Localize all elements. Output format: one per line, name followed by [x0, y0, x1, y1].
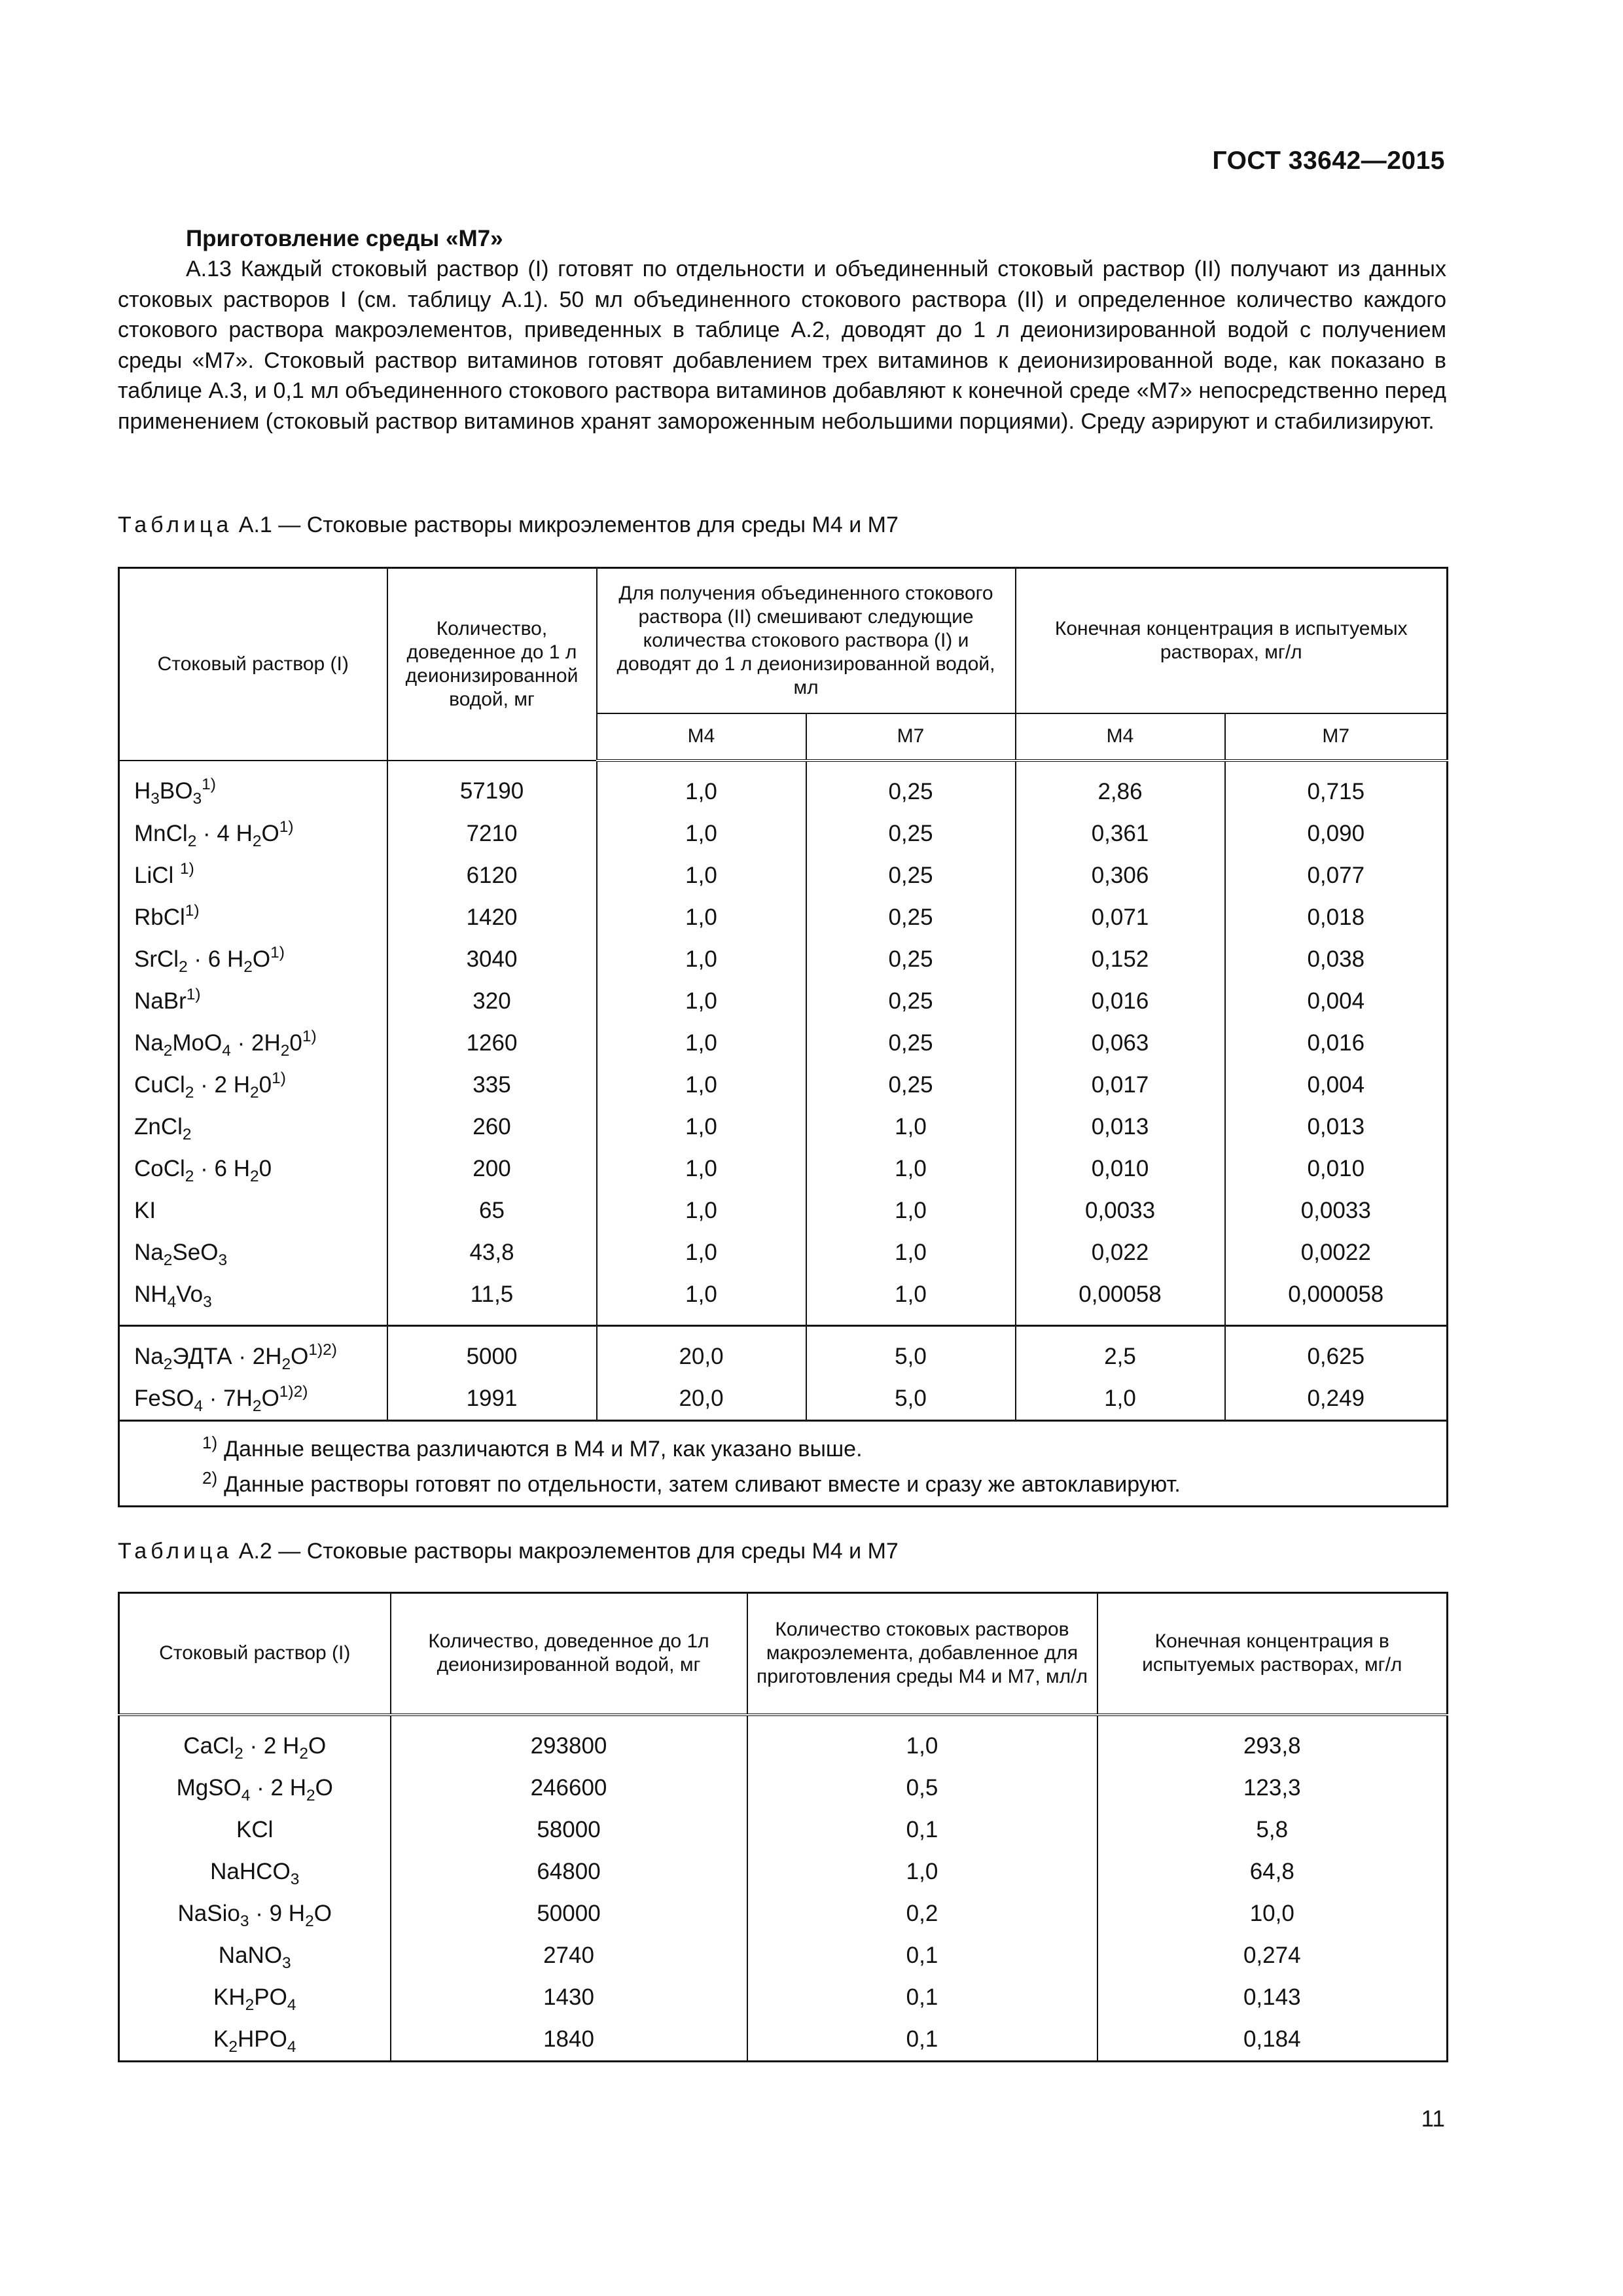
table1-note-2	[202, 1463, 1446, 1499]
table-row	[119, 1106, 1448, 1148]
conc-m4-value: 0,010	[1016, 1148, 1225, 1190]
conc-m4-value: 0,022	[1016, 1232, 1225, 1274]
mix-m7-value: 1,0	[806, 1106, 1016, 1148]
conc-m7-value: 0,004	[1225, 1064, 1448, 1106]
amount-value: 1991	[387, 1378, 597, 1421]
conc-m7-value: 0,010	[1225, 1148, 1448, 1190]
conc-m7-value: 0,0033	[1225, 1190, 1448, 1232]
stock-name: RbCl$^{1)}$	[119, 897, 387, 939]
amount-value: 3040	[387, 939, 597, 980]
section-title: Приготовление среды «М7»	[186, 226, 503, 251]
mix-m7-value: 0,25	[806, 761, 1016, 813]
amount-value: 1420	[387, 897, 597, 939]
mix-m7-value: 0,25	[806, 897, 1016, 939]
table-row	[119, 1232, 1448, 1274]
mix-m7-value: 1,0	[806, 1190, 1016, 1232]
section-paragraph: А.13 Каждый стоковый раствор (I) готовят по отдельности и объединенный стоковый раствор (II) получают из данных стоковых растворов I (см. таблицу А.1). 50 мл объединенного стокового раствора (II) и определенное количество каждого стокового раствора макроэлементов, приведенных в таблице А.2, доводят до 1 л деионизированной водой с получением среды «М7». Стоковый раствор витаминов готовят добавлением трех витаминов к деионизированной воде, как показано в таблице А.3, и 0,1 мл объединенного стокового раствора витаминов добавляют к конечной среде «М7» непосредственно перед применением (стоковый раствор витаминов хранят замороженным небольшими порциями). Среду аэрируют и стабилизируют.	[118, 257, 1446, 434]
stock-name: FeSO$_4$ · $7H_2O^{1)2)}$	[119, 1378, 387, 1421]
mix-m4-value: 1,0	[597, 1106, 806, 1148]
added-value: 0,5	[747, 1767, 1097, 1809]
mix-m4-value: 1,0	[597, 980, 806, 1022]
amount-value: 1840	[391, 2018, 747, 2062]
table-row	[119, 1935, 1448, 1977]
mix-m7-value: 1,0	[806, 1232, 1016, 1274]
table-row	[119, 897, 1448, 939]
conc-m7-value: 0,625	[1225, 1325, 1448, 1378]
stock-name: LiCl $^{1)}$	[119, 855, 387, 897]
conc-value: 123,3	[1097, 1767, 1448, 1809]
mix-m4-value: 1,0	[597, 761, 806, 813]
conc-m4-value: 0,063	[1016, 1022, 1225, 1064]
amount-value: 6120	[387, 855, 597, 897]
table-row	[119, 1190, 1448, 1232]
document-id: ГОСТ 33642—2015	[1212, 147, 1445, 175]
table2-header-amount: Количество, доведенное до 1л деионизированной водой, мг	[391, 1593, 747, 1715]
table-row	[119, 855, 1448, 897]
note-mark: 2)	[202, 1467, 218, 1488]
table-row	[119, 1767, 1448, 1809]
stock-name: KCl	[119, 1809, 391, 1851]
mix-m4-value: 1,0	[597, 1022, 806, 1064]
table-row	[119, 1022, 1448, 1064]
mix-m4-value: 1,0	[597, 1064, 806, 1106]
amount-value: 43,8	[387, 1232, 597, 1274]
conc-m7-value: 0,013	[1225, 1106, 1448, 1148]
stock-name: NaSio$_3$ · 9 $H_2O$	[119, 1893, 391, 1935]
conc-m4-value: 2,86	[1016, 761, 1225, 813]
conc-m7-value: 0,715	[1225, 761, 1448, 813]
table-row	[119, 1325, 1448, 1378]
mix-m4-value: 20,0	[597, 1378, 806, 1421]
table1-header-conc-m7: М7	[1225, 713, 1448, 761]
mix-m4-value: 1,0	[597, 897, 806, 939]
mix-m4-value: 1,0	[597, 1232, 806, 1274]
table-row	[119, 1064, 1448, 1106]
table1	[118, 567, 1448, 1507]
table1-header-conc: Конечная концентрация в испытуемых растворах, мг/л	[1016, 568, 1448, 713]
conc-m4-value: 0,013	[1016, 1106, 1225, 1148]
section-m7	[118, 224, 1446, 437]
conc-value: 0,143	[1097, 1977, 1448, 2018]
added-value: 1,0	[747, 1851, 1097, 1893]
table-row	[119, 1274, 1448, 1326]
conc-value: 0,184	[1097, 2018, 1448, 2062]
table2-caption-text: А.2 — Стоковые растворы макроэлементов для среды М4 и М7	[238, 1539, 899, 1564]
table1-header-stock: Стоковый раствор (I)	[119, 568, 387, 761]
stock-name: MnCl$_2$ · 4 $H_2O^{1)}$	[119, 813, 387, 855]
stock-name: CoCl$_2$ · 6 $H_20$	[119, 1148, 387, 1190]
table-row	[119, 2018, 1448, 2062]
amount-value: 260	[387, 1106, 597, 1148]
table2-header-conc: Конечная концентрация в испытуемых растворах, мг/л	[1097, 1593, 1448, 1715]
table1-caption-label: Таблица	[118, 512, 233, 537]
table1-note-1	[202, 1428, 1446, 1463]
stock-name: $KH_2PO_4$	[119, 1977, 391, 2018]
conc-m4-value: 0,071	[1016, 897, 1225, 939]
conc-m7-value: 0,077	[1225, 855, 1448, 897]
amount-value: 65	[387, 1190, 597, 1232]
added-value: 0,1	[747, 1977, 1097, 2018]
stock-name: NaBr$^{1)}$	[119, 980, 387, 1022]
conc-m4-value: 0,306	[1016, 855, 1225, 897]
amount-value: 11,5	[387, 1274, 597, 1326]
mix-m4-value: 1,0	[597, 1148, 806, 1190]
table-row	[119, 1851, 1448, 1893]
amount-value: 57190	[387, 761, 597, 813]
conc-m4-value: 1,0	[1016, 1378, 1225, 1421]
table-row	[119, 939, 1448, 980]
conc-m4-value: 2,5	[1016, 1325, 1225, 1378]
conc-m4-value: 0,016	[1016, 980, 1225, 1022]
table1-header-conc-m4: М4	[1016, 713, 1225, 761]
table1-body	[119, 761, 1448, 1421]
mix-m7-value: 5,0	[806, 1378, 1016, 1421]
mix-m4-value: 1,0	[597, 813, 806, 855]
conc-value: 5,8	[1097, 1809, 1448, 1851]
stock-name: MgSO$_4$ · 2 $H_2O$	[119, 1767, 391, 1809]
conc-value: 64,8	[1097, 1851, 1448, 1893]
added-value: 0,2	[747, 1893, 1097, 1935]
table2-body	[119, 1715, 1448, 2062]
conc-value: 10,0	[1097, 1893, 1448, 1935]
mix-m4-value: 1,0	[597, 939, 806, 980]
amount-value: 246600	[391, 1767, 747, 1809]
added-value: 0,1	[747, 2018, 1097, 2062]
table2-caption-label: Таблица	[118, 1539, 233, 1564]
amount-value: 2740	[391, 1935, 747, 1977]
mix-m4-value: 1,0	[597, 855, 806, 897]
table1-caption-text: А.1 — Стоковые растворы микроэлементов для среды М4 и М7	[238, 512, 899, 537]
added-value: 1,0	[747, 1715, 1097, 1767]
conc-m7-value: 0,0022	[1225, 1232, 1448, 1274]
stock-name: $Na_2SeO_3$	[119, 1232, 387, 1274]
stock-name: $K_2HPO_4$	[119, 2018, 391, 2062]
stock-name: ZnCl$_2$	[119, 1106, 387, 1148]
table2-header-added: Количество стоковых растворов макроэлемента, добавленное для приготовления среды М4 и М7, мл/л	[747, 1593, 1097, 1715]
added-value: 0,1	[747, 1935, 1097, 1977]
conc-m4-value: 0,361	[1016, 813, 1225, 855]
mix-m4-value: 20,0	[597, 1325, 806, 1378]
stock-name: $Na_2ЭДТА \cdot 2H_2O^{1)2)}$	[119, 1325, 387, 1378]
conc-m4-value: 0,00058	[1016, 1274, 1225, 1326]
mix-m7-value: 1,0	[806, 1274, 1016, 1326]
table1-notes	[119, 1420, 1448, 1506]
page-number: 11	[1421, 2106, 1445, 2132]
amount-value: 7210	[387, 813, 597, 855]
conc-m7-value: 0,016	[1225, 1022, 1448, 1064]
conc-m4-value: 0,0033	[1016, 1190, 1225, 1232]
amount-value: 50000	[391, 1893, 747, 1935]
mix-m7-value: 1,0	[806, 1148, 1016, 1190]
conc-m7-value: 0,038	[1225, 939, 1448, 980]
table2	[118, 1592, 1448, 2062]
added-value: 0,1	[747, 1809, 1097, 1851]
conc-m7-value: 0,090	[1225, 813, 1448, 855]
table-row	[119, 761, 1448, 813]
amount-value: 320	[387, 980, 597, 1022]
conc-m4-value: 0,017	[1016, 1064, 1225, 1106]
amount-value: 200	[387, 1148, 597, 1190]
amount-value: 293800	[391, 1715, 747, 1767]
mix-m7-value: 0,25	[806, 939, 1016, 980]
note-text: Данные растворы готовят по отдельности, затем сливают вместе и сразу же автоклавируют.	[224, 1471, 1181, 1497]
table-row	[119, 1893, 1448, 1935]
table1-notes-cell	[119, 1420, 1448, 1506]
table-row	[119, 1715, 1448, 1767]
conc-m7-value: 0,249	[1225, 1378, 1448, 1421]
mix-m4-value: 1,0	[597, 1274, 806, 1326]
table1-header-mix-m7: М7	[806, 713, 1016, 761]
table-row	[119, 813, 1448, 855]
mix-m7-value: 0,25	[806, 1022, 1016, 1064]
stock-name: $Na_2MoO_4 \cdot 2H_20^{1)}$	[119, 1022, 387, 1064]
stock-name: CaCl$_2$ · 2 $H_2O$	[119, 1715, 391, 1767]
conc-m7-value: 0,018	[1225, 897, 1448, 939]
conc-m4-value: 0,152	[1016, 939, 1225, 980]
amount-value: 58000	[391, 1809, 747, 1851]
table1-caption	[118, 512, 899, 538]
table1-header-mix: Для получения объединенного стокового раствора (II) смешивают следующие количества стокового раствора (I) и доводят до 1 л деионизированной водой, мл	[597, 568, 1016, 713]
table-row	[119, 980, 1448, 1022]
mix-m7-value: 0,25	[806, 813, 1016, 855]
conc-m7-value: 0,000058	[1225, 1274, 1448, 1326]
mix-m7-value: 0,25	[806, 980, 1016, 1022]
mix-m7-value: 0,25	[806, 1064, 1016, 1106]
conc-value: 0,274	[1097, 1935, 1448, 1977]
note-text: Данные вещества различаются в М4 и М7, как указано выше.	[224, 1436, 863, 1462]
stock-name: NaNO$_3$	[119, 1935, 391, 1977]
amount-value: 64800	[391, 1851, 747, 1893]
table-row	[119, 1977, 1448, 2018]
note-mark: 1)	[202, 1432, 218, 1452]
mix-m7-value: 0,25	[806, 855, 1016, 897]
amount-value: 1430	[391, 1977, 747, 2018]
table-row	[119, 1378, 1448, 1421]
stock-name: NaHCO$_3$	[119, 1851, 391, 1893]
stock-name: $NH_4Vo_3$	[119, 1274, 387, 1326]
table1-header-mix-m4: М4	[597, 713, 806, 761]
mix-m7-value: 5,0	[806, 1325, 1016, 1378]
conc-value: 293,8	[1097, 1715, 1448, 1767]
table1-header-amount: Количество, доведенное до 1 л деионизированной водой, мг	[387, 568, 597, 761]
table-row	[119, 1148, 1448, 1190]
amount-value: 5000	[387, 1325, 597, 1378]
stock-name: KI	[119, 1190, 387, 1232]
conc-m7-value: 0,004	[1225, 980, 1448, 1022]
amount-value: 1260	[387, 1022, 597, 1064]
stock-name: SrCl$_2$ · 6 $H_2O^{1)}$	[119, 939, 387, 980]
table2-caption	[118, 1538, 899, 1564]
table2-header-stock: Стоковый раствор (I)	[119, 1593, 391, 1715]
table-row	[119, 1809, 1448, 1851]
stock-name: CuCl$_2$ · 2 $H_20^{1)}$	[119, 1064, 387, 1106]
stock-name: $H_3BO_3^{1)}$	[119, 761, 387, 813]
amount-value: 335	[387, 1064, 597, 1106]
mix-m4-value: 1,0	[597, 1190, 806, 1232]
